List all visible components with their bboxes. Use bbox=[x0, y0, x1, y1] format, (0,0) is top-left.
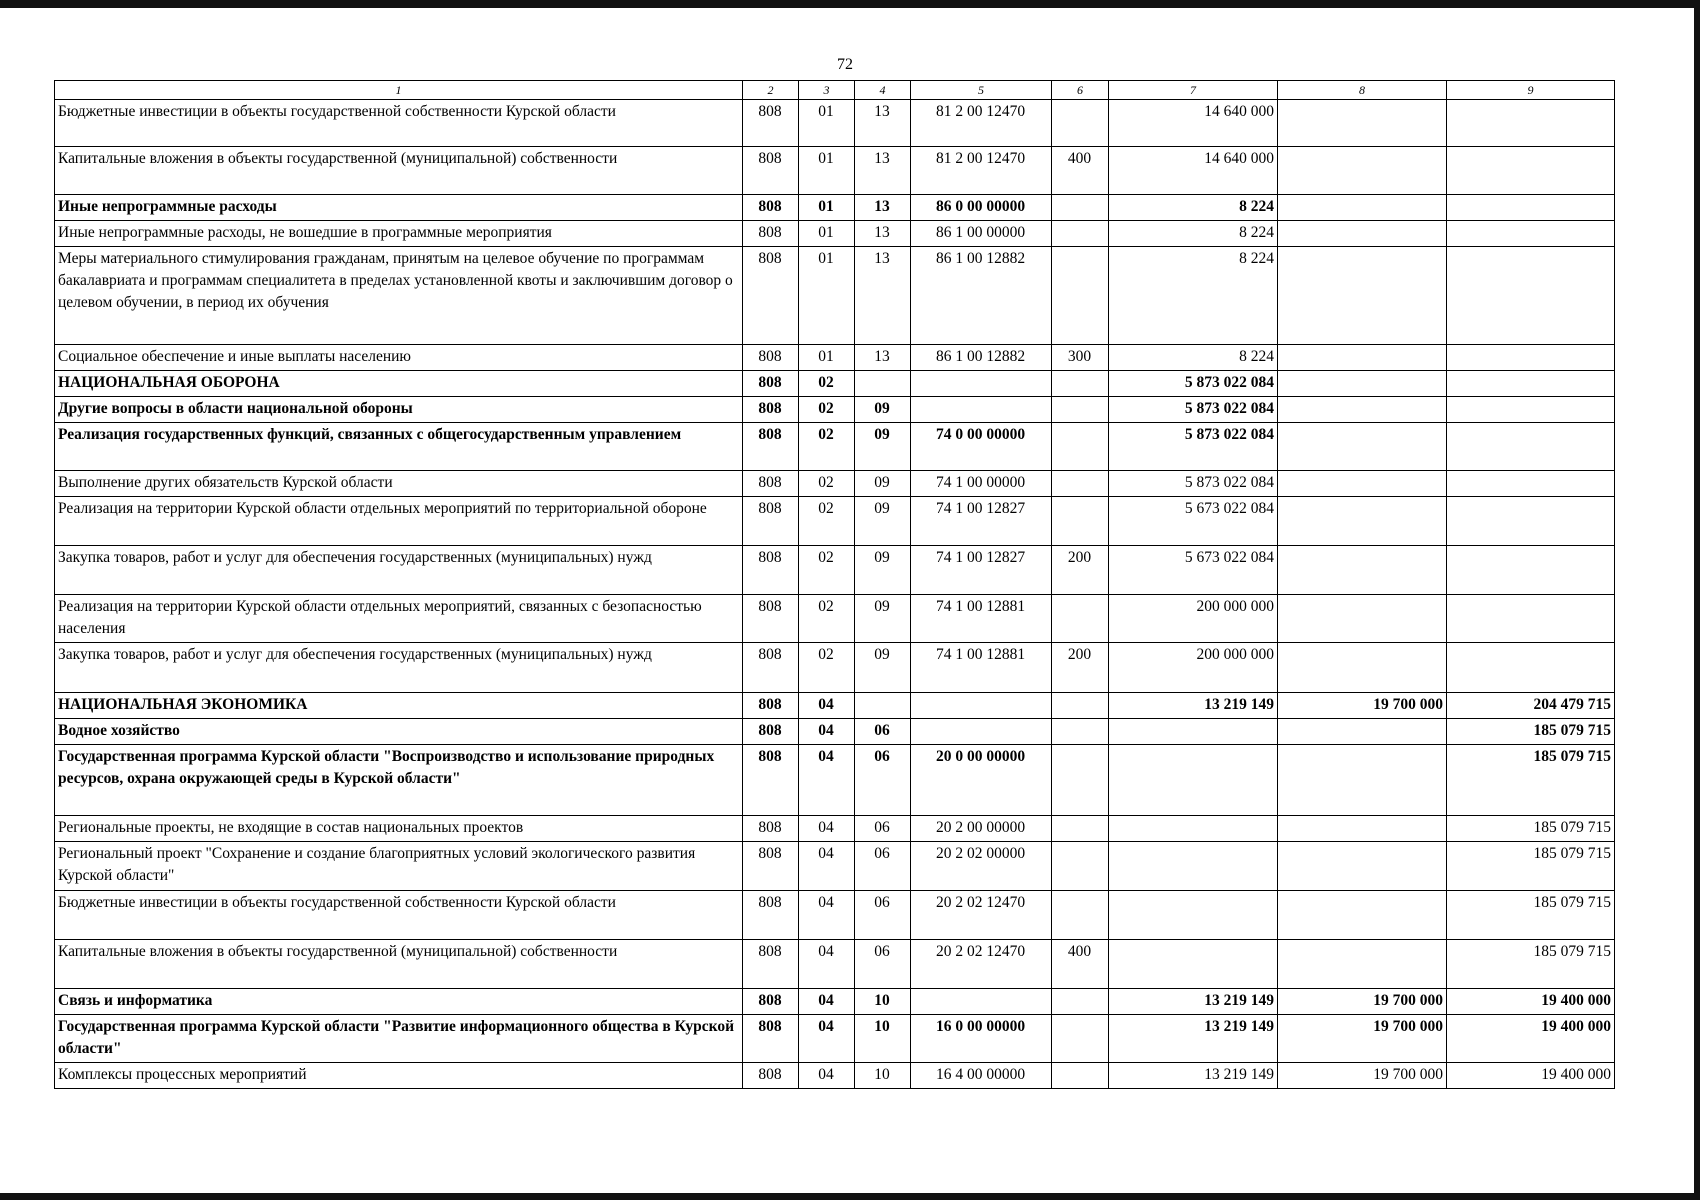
row-name-cell: Иные непрограммные расходы bbox=[55, 195, 743, 221]
target-article-cell: 81 2 00 12470 bbox=[911, 147, 1052, 195]
ministry-code-cell: 808 bbox=[743, 147, 799, 195]
expense-type-cell bbox=[1052, 423, 1109, 471]
table-row bbox=[55, 497, 1615, 546]
amount-col8-cell bbox=[1278, 816, 1447, 842]
expense-type-cell: 200 bbox=[1052, 643, 1109, 693]
amount-col9-cell bbox=[1447, 100, 1615, 147]
row-name-cell: Реализация на территории Курской области отдельных мероприятий по территориальной обороне bbox=[55, 497, 743, 546]
amount-col9-cell bbox=[1447, 147, 1615, 195]
amount-col7-cell: 13 219 149 bbox=[1109, 1015, 1278, 1063]
column-number: 2 bbox=[743, 81, 799, 100]
amount-col7-cell: 200 000 000 bbox=[1109, 595, 1278, 643]
row-name-cell: НАЦИОНАЛЬНАЯ ОБОРОНА bbox=[55, 371, 743, 397]
table-row bbox=[55, 423, 1615, 471]
section-code-cell: 02 bbox=[799, 595, 855, 643]
expense-type-cell bbox=[1052, 891, 1109, 940]
target-article-cell: 20 2 02 12470 bbox=[911, 940, 1052, 989]
amount-col7-cell: 5 873 022 084 bbox=[1109, 471, 1278, 497]
subsection-code-cell: 13 bbox=[855, 345, 911, 371]
ministry-code-cell: 808 bbox=[743, 891, 799, 940]
table-row bbox=[55, 989, 1615, 1015]
section-code-cell: 04 bbox=[799, 693, 855, 719]
amount-col9-cell bbox=[1447, 471, 1615, 497]
table-row bbox=[55, 247, 1615, 345]
target-article-cell: 74 1 00 12881 bbox=[911, 595, 1052, 643]
expense-type-cell bbox=[1052, 247, 1109, 345]
subsection-code-cell: 09 bbox=[855, 397, 911, 423]
expense-type-cell bbox=[1052, 195, 1109, 221]
amount-col8-cell bbox=[1278, 221, 1447, 247]
column-number: 1 bbox=[55, 81, 743, 100]
amount-col7-cell bbox=[1109, 940, 1278, 989]
section-code-cell: 02 bbox=[799, 471, 855, 497]
amount-col9-cell bbox=[1447, 643, 1615, 693]
amount-col7-cell: 13 219 149 bbox=[1109, 989, 1278, 1015]
amount-col9-cell bbox=[1447, 595, 1615, 643]
amount-col7-cell bbox=[1109, 745, 1278, 816]
amount-col9-cell: 185 079 715 bbox=[1447, 940, 1615, 989]
expense-type-cell: 300 bbox=[1052, 345, 1109, 371]
table-row bbox=[55, 940, 1615, 989]
column-number: 9 bbox=[1447, 81, 1615, 100]
ministry-code-cell: 808 bbox=[743, 940, 799, 989]
section-code-cell: 01 bbox=[799, 247, 855, 345]
amount-col9-cell: 19 400 000 bbox=[1447, 1063, 1615, 1089]
section-code-cell: 04 bbox=[799, 719, 855, 745]
table-row bbox=[55, 371, 1615, 397]
ministry-code-cell: 808 bbox=[743, 195, 799, 221]
table-row bbox=[55, 397, 1615, 423]
table-row bbox=[55, 195, 1615, 221]
section-code-cell: 04 bbox=[799, 891, 855, 940]
scan-border-top bbox=[0, 0, 1700, 8]
subsection-code-cell: 09 bbox=[855, 497, 911, 546]
target-article-cell: 74 1 00 12827 bbox=[911, 546, 1052, 595]
section-code-cell: 02 bbox=[799, 371, 855, 397]
subsection-code-cell: 06 bbox=[855, 891, 911, 940]
amount-col9-cell: 185 079 715 bbox=[1447, 842, 1615, 891]
row-name-cell: Государственная программа Курской области "Развитие информационного общества в Курской области" bbox=[55, 1015, 743, 1063]
amount-col9-cell bbox=[1447, 423, 1615, 471]
table-row bbox=[55, 147, 1615, 195]
subsection-code-cell: 13 bbox=[855, 147, 911, 195]
target-article-cell: 86 1 00 00000 bbox=[911, 221, 1052, 247]
expense-type-cell: 400 bbox=[1052, 147, 1109, 195]
target-article-cell bbox=[911, 989, 1052, 1015]
amount-col9-cell: 185 079 715 bbox=[1447, 816, 1615, 842]
amount-col8-cell bbox=[1278, 719, 1447, 745]
ministry-code-cell: 808 bbox=[743, 221, 799, 247]
table-row bbox=[55, 891, 1615, 940]
section-code-cell: 02 bbox=[799, 546, 855, 595]
expense-type-cell: 400 bbox=[1052, 940, 1109, 989]
section-code-cell: 04 bbox=[799, 745, 855, 816]
table-row bbox=[55, 100, 1615, 147]
row-name-cell: Капитальные вложения в объекты государственной (муниципальной) собственности bbox=[55, 147, 743, 195]
amount-col8-cell bbox=[1278, 497, 1447, 546]
target-article-cell bbox=[911, 397, 1052, 423]
column-number: 7 bbox=[1109, 81, 1278, 100]
target-article-cell: 20 0 00 00000 bbox=[911, 745, 1052, 816]
amount-col8-cell bbox=[1278, 546, 1447, 595]
row-name-cell: Капитальные вложения в объекты государственной (муниципальной) собственности bbox=[55, 940, 743, 989]
section-code-cell: 01 bbox=[799, 195, 855, 221]
ministry-code-cell: 808 bbox=[743, 693, 799, 719]
amount-col8-cell bbox=[1278, 195, 1447, 221]
amount-col7-cell: 5 873 022 084 bbox=[1109, 371, 1278, 397]
amount-col8-cell: 19 700 000 bbox=[1278, 989, 1447, 1015]
target-article-cell: 74 1 00 12881 bbox=[911, 643, 1052, 693]
row-name-cell: Реализация государственных функций, связанных с общегосударственным управлением bbox=[55, 423, 743, 471]
row-name-cell: Выполнение других обязательств Курской области bbox=[55, 471, 743, 497]
ministry-code-cell: 808 bbox=[743, 100, 799, 147]
scan-border-right bbox=[1694, 0, 1700, 1200]
ministry-code-cell: 808 bbox=[743, 423, 799, 471]
table-row bbox=[55, 595, 1615, 643]
subsection-code-cell bbox=[855, 693, 911, 719]
amount-col8-cell bbox=[1278, 745, 1447, 816]
amount-col8-cell bbox=[1278, 345, 1447, 371]
row-name-cell: Бюджетные инвестиции в объекты государственной собственности Курской области bbox=[55, 100, 743, 147]
target-article-cell: 86 1 00 12882 bbox=[911, 345, 1052, 371]
amount-col9-cell bbox=[1447, 345, 1615, 371]
section-code-cell: 04 bbox=[799, 940, 855, 989]
subsection-code-cell: 10 bbox=[855, 1063, 911, 1089]
scan-border-bottom bbox=[0, 1193, 1700, 1200]
amount-col8-cell bbox=[1278, 247, 1447, 345]
amount-col8-cell: 19 700 000 bbox=[1278, 1015, 1447, 1063]
ministry-code-cell: 808 bbox=[743, 643, 799, 693]
section-code-cell: 02 bbox=[799, 397, 855, 423]
amount-col8-cell bbox=[1278, 397, 1447, 423]
subsection-code-cell: 09 bbox=[855, 546, 911, 595]
subsection-code-cell: 09 bbox=[855, 471, 911, 497]
amount-col9-cell bbox=[1447, 221, 1615, 247]
expense-type-cell bbox=[1052, 397, 1109, 423]
table-row bbox=[55, 816, 1615, 842]
subsection-code-cell: 10 bbox=[855, 989, 911, 1015]
table-row bbox=[55, 221, 1615, 247]
page-number: 72 bbox=[837, 56, 853, 73]
target-article-cell: 74 1 00 00000 bbox=[911, 471, 1052, 497]
amount-col9-cell: 185 079 715 bbox=[1447, 745, 1615, 816]
subsection-code-cell: 06 bbox=[855, 940, 911, 989]
section-code-cell: 01 bbox=[799, 221, 855, 247]
ministry-code-cell: 808 bbox=[743, 546, 799, 595]
amount-col9-cell: 185 079 715 bbox=[1447, 719, 1615, 745]
row-name-cell: Иные непрограммные расходы, не вошедшие в программные мероприятия bbox=[55, 221, 743, 247]
amount-col9-cell bbox=[1447, 195, 1615, 221]
section-code-cell: 02 bbox=[799, 423, 855, 471]
subsection-code-cell: 10 bbox=[855, 1015, 911, 1063]
subsection-code-cell: 13 bbox=[855, 195, 911, 221]
amount-col7-cell: 8 224 bbox=[1109, 221, 1278, 247]
amount-col9-cell bbox=[1447, 497, 1615, 546]
subsection-code-cell: 13 bbox=[855, 221, 911, 247]
expense-type-cell bbox=[1052, 745, 1109, 816]
table-row bbox=[55, 643, 1615, 693]
amount-col8-cell: 19 700 000 bbox=[1278, 693, 1447, 719]
target-article-cell bbox=[911, 719, 1052, 745]
expense-type-cell bbox=[1052, 100, 1109, 147]
ministry-code-cell: 808 bbox=[743, 397, 799, 423]
amount-col8-cell bbox=[1278, 471, 1447, 497]
amount-col7-cell: 13 219 149 bbox=[1109, 1063, 1278, 1089]
row-name-cell: Меры материального стимулирования гражданам, принятым на целевое обучение по программам бакалавриата и программам специалитета в пределах установленной квоты и заключившим договор о целевом обучении, в период их обучения bbox=[55, 247, 743, 345]
row-name-cell: Водное хозяйство bbox=[55, 719, 743, 745]
amount-col8-cell bbox=[1278, 100, 1447, 147]
amount-col7-cell: 200 000 000 bbox=[1109, 643, 1278, 693]
column-number: 5 bbox=[911, 81, 1052, 100]
amount-col8-cell bbox=[1278, 842, 1447, 891]
target-article-cell: 74 1 00 12827 bbox=[911, 497, 1052, 546]
amount-col7-cell bbox=[1109, 842, 1278, 891]
column-number: 4 bbox=[855, 81, 911, 100]
subsection-code-cell: 13 bbox=[855, 247, 911, 345]
amount-col7-cell bbox=[1109, 719, 1278, 745]
amount-col9-cell: 19 400 000 bbox=[1447, 1015, 1615, 1063]
target-article-cell: 20 2 00 00000 bbox=[911, 816, 1052, 842]
column-number: 3 bbox=[799, 81, 855, 100]
section-code-cell: 01 bbox=[799, 345, 855, 371]
column-number: 8 bbox=[1278, 81, 1447, 100]
column-number-row bbox=[55, 81, 1615, 100]
ministry-code-cell: 808 bbox=[743, 1063, 799, 1089]
row-name-cell: Комплексы процессных мероприятий bbox=[55, 1063, 743, 1089]
subsection-code-cell: 06 bbox=[855, 842, 911, 891]
amount-col7-cell: 14 640 000 bbox=[1109, 147, 1278, 195]
table-row bbox=[55, 693, 1615, 719]
expense-type-cell bbox=[1052, 1015, 1109, 1063]
target-article-cell: 16 0 00 00000 bbox=[911, 1015, 1052, 1063]
section-code-cell: 02 bbox=[799, 497, 855, 546]
expense-type-cell: 200 bbox=[1052, 546, 1109, 595]
section-code-cell: 04 bbox=[799, 842, 855, 891]
ministry-code-cell: 808 bbox=[743, 595, 799, 643]
target-article-cell: 86 1 00 12882 bbox=[911, 247, 1052, 345]
amount-col7-cell: 5 673 022 084 bbox=[1109, 497, 1278, 546]
table-row bbox=[55, 719, 1615, 745]
table-row bbox=[55, 1063, 1615, 1089]
amount-col8-cell bbox=[1278, 147, 1447, 195]
ministry-code-cell: 808 bbox=[743, 745, 799, 816]
table-row bbox=[55, 471, 1615, 497]
row-name-cell: Государственная программа Курской области "Воспроизводство и использование природных ресурсов, охрана окружающей среды в Курской области" bbox=[55, 745, 743, 816]
amount-col9-cell bbox=[1447, 546, 1615, 595]
amount-col7-cell: 5 873 022 084 bbox=[1109, 397, 1278, 423]
amount-col8-cell: 19 700 000 bbox=[1278, 1063, 1447, 1089]
ministry-code-cell: 808 bbox=[743, 842, 799, 891]
row-name-cell: Реализация на территории Курской области отдельных мероприятий, связанных с безопасностью населения bbox=[55, 595, 743, 643]
amount-col7-cell bbox=[1109, 816, 1278, 842]
subsection-code-cell: 09 bbox=[855, 595, 911, 643]
expense-type-cell bbox=[1052, 989, 1109, 1015]
table-row bbox=[55, 345, 1615, 371]
amount-col7-cell bbox=[1109, 891, 1278, 940]
row-name-cell: Связь и информатика bbox=[55, 989, 743, 1015]
expense-type-cell bbox=[1052, 595, 1109, 643]
amount-col7-cell: 8 224 bbox=[1109, 247, 1278, 345]
subsection-code-cell bbox=[855, 371, 911, 397]
section-code-cell: 02 bbox=[799, 643, 855, 693]
column-number: 6 bbox=[1052, 81, 1109, 100]
amount-col9-cell bbox=[1447, 397, 1615, 423]
section-code-cell: 01 bbox=[799, 100, 855, 147]
ministry-code-cell: 808 bbox=[743, 497, 799, 546]
ministry-code-cell: 808 bbox=[743, 471, 799, 497]
amount-col9-cell: 185 079 715 bbox=[1447, 891, 1615, 940]
section-code-cell: 04 bbox=[799, 989, 855, 1015]
amount-col9-cell: 19 400 000 bbox=[1447, 989, 1615, 1015]
row-name-cell: Социальное обеспечение и иные выплаты населению bbox=[55, 345, 743, 371]
target-article-cell bbox=[911, 371, 1052, 397]
row-name-cell: Закупка товаров, работ и услуг для обеспечения государственных (муниципальных) нужд bbox=[55, 546, 743, 595]
expense-type-cell bbox=[1052, 371, 1109, 397]
amount-col8-cell bbox=[1278, 371, 1447, 397]
ministry-code-cell: 808 bbox=[743, 345, 799, 371]
table-row bbox=[55, 546, 1615, 595]
target-article-cell bbox=[911, 693, 1052, 719]
row-name-cell: Региональные проекты, не входящие в состав национальных проектов bbox=[55, 816, 743, 842]
subsection-code-cell: 06 bbox=[855, 719, 911, 745]
section-code-cell: 01 bbox=[799, 147, 855, 195]
subsection-code-cell: 09 bbox=[855, 423, 911, 471]
expense-type-cell bbox=[1052, 816, 1109, 842]
ministry-code-cell: 808 bbox=[743, 719, 799, 745]
expense-type-cell bbox=[1052, 693, 1109, 719]
ministry-code-cell: 808 bbox=[743, 816, 799, 842]
section-code-cell: 04 bbox=[799, 816, 855, 842]
ministry-code-cell: 808 bbox=[743, 989, 799, 1015]
amount-col9-cell: 204 479 715 bbox=[1447, 693, 1615, 719]
expense-type-cell bbox=[1052, 842, 1109, 891]
target-article-cell: 74 0 00 00000 bbox=[911, 423, 1052, 471]
amount-col9-cell bbox=[1447, 371, 1615, 397]
target-article-cell: 20 2 02 12470 bbox=[911, 891, 1052, 940]
target-article-cell: 20 2 02 00000 bbox=[911, 842, 1052, 891]
amount-col7-cell: 5 873 022 084 bbox=[1109, 423, 1278, 471]
amount-col7-cell: 13 219 149 bbox=[1109, 693, 1278, 719]
row-name-cell: Закупка товаров, работ и услуг для обеспечения государственных (муниципальных) нужд bbox=[55, 643, 743, 693]
expense-type-cell bbox=[1052, 471, 1109, 497]
target-article-cell: 86 0 00 00000 bbox=[911, 195, 1052, 221]
table-row bbox=[55, 842, 1615, 891]
expense-type-cell bbox=[1052, 1063, 1109, 1089]
subsection-code-cell: 13 bbox=[855, 100, 911, 147]
amount-col7-cell: 8 224 bbox=[1109, 195, 1278, 221]
subsection-code-cell: 06 bbox=[855, 816, 911, 842]
amount-col8-cell bbox=[1278, 891, 1447, 940]
target-article-cell: 16 4 00 00000 bbox=[911, 1063, 1052, 1089]
row-name-cell: Бюджетные инвестиции в объекты государственной собственности Курской области bbox=[55, 891, 743, 940]
section-code-cell: 04 bbox=[799, 1063, 855, 1089]
amount-col9-cell bbox=[1447, 247, 1615, 345]
row-name-cell: НАЦИОНАЛЬНАЯ ЭКОНОМИКА bbox=[55, 693, 743, 719]
subsection-code-cell: 09 bbox=[855, 643, 911, 693]
section-code-cell: 04 bbox=[799, 1015, 855, 1063]
expense-type-cell bbox=[1052, 497, 1109, 546]
budget-table bbox=[54, 80, 1615, 1089]
amount-col8-cell bbox=[1278, 940, 1447, 989]
amount-col7-cell: 5 673 022 084 bbox=[1109, 546, 1278, 595]
table-row bbox=[55, 1015, 1615, 1063]
expense-type-cell bbox=[1052, 719, 1109, 745]
amount-col7-cell: 14 640 000 bbox=[1109, 100, 1278, 147]
row-name-cell: Другие вопросы в области национальной обороны bbox=[55, 397, 743, 423]
ministry-code-cell: 808 bbox=[743, 247, 799, 345]
subsection-code-cell: 06 bbox=[855, 745, 911, 816]
ministry-code-cell: 808 bbox=[743, 1015, 799, 1063]
row-name-cell: Региональный проект "Сохранение и создание благоприятных условий экологического развития Курской области" bbox=[55, 842, 743, 891]
amount-col8-cell bbox=[1278, 595, 1447, 643]
amount-col8-cell bbox=[1278, 423, 1447, 471]
ministry-code-cell: 808 bbox=[743, 371, 799, 397]
amount-col7-cell: 8 224 bbox=[1109, 345, 1278, 371]
amount-col8-cell bbox=[1278, 643, 1447, 693]
expense-type-cell bbox=[1052, 221, 1109, 247]
target-article-cell: 81 2 00 12470 bbox=[911, 100, 1052, 147]
table-row bbox=[55, 745, 1615, 816]
